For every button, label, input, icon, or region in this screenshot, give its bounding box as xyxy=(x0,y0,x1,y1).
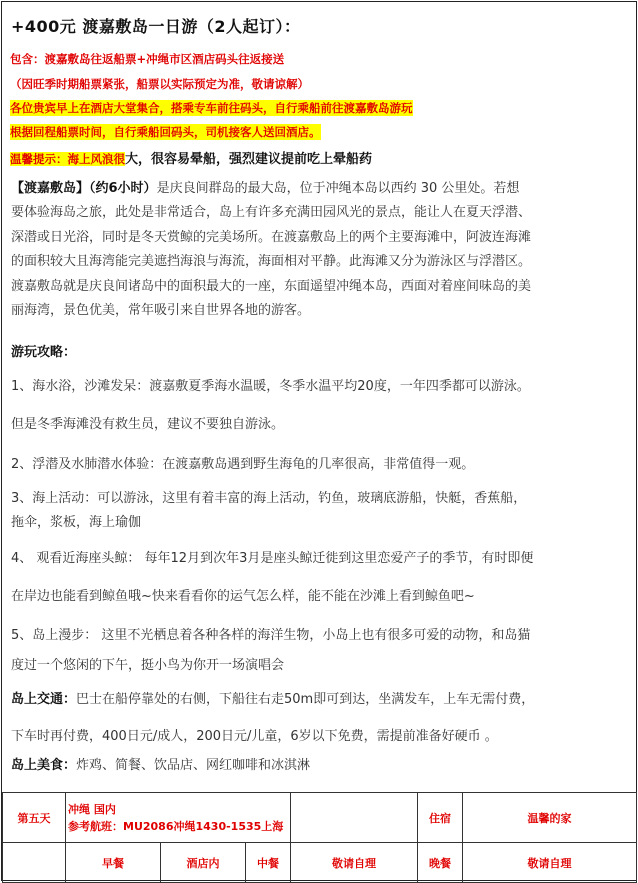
warm-tip-text: 大，很容易晕船，强烈建议提前吃上晕船药 xyxy=(125,152,373,167)
guide-item-5: 5、岛上漫步： 这里不光栖息着各种各样的海洋生物，小岛上也有很多可爱的动物，和岛猫 xyxy=(11,628,531,643)
guide-item-5-cont: 度过一个悠闲的下午，挺小鸟为你开一场演唱会 xyxy=(11,658,285,673)
transport-label: 岛上交通： xyxy=(11,692,77,707)
return-note: 根据回程船票时间，自行乘船回码头，司机接客人送回酒店。 xyxy=(10,125,321,139)
island-name: 【渡嘉敷岛】 xyxy=(11,181,90,196)
intro-line: 渡嘉敷岛就是庆良间诸岛中的面积最大的一座，东面遥望冲绳本岛，西面对着座间味岛的美 xyxy=(11,278,532,294)
food-label: 岛上美食： xyxy=(11,758,77,773)
guide-heading: 游玩攻略： xyxy=(11,345,77,360)
intro-paragraph xyxy=(11,177,628,323)
schedule-flight: 参考航班：MU2086冲绳1430-1535上海 xyxy=(68,819,284,833)
itinerary-page xyxy=(1,1,637,881)
transport-text: 巴士在船停靠处的右侧，下船往右走50m即可到达，坐满发车，上车无需付费， xyxy=(76,692,535,707)
intro-line: 要体验海岛之旅，此处是非常适合，岛上有许多充满田园风光的景点，能让人在夏天浮潜、 xyxy=(11,205,532,221)
intro-line: 是庆良间群岛的最大岛，位于冲绳本岛以西约 30 公里处。若想 xyxy=(156,181,520,196)
guide-item-4: 4、 观看近海座头鲸： 每年12月到次年3月是座头鲸迁徙到这里恋爱产子的季节，有时即便 xyxy=(11,551,534,566)
transport-line-2: 下车时再付费，400日元/成人，200日元/儿童，6岁以下免费，需提前准备好硬币 。 xyxy=(11,729,498,744)
dinner-label: 晚餐 xyxy=(418,843,463,883)
lunch-value: 敬请自理 xyxy=(291,843,418,883)
include-note: 包含：渡嘉敷岛往返船票+冲绳市区酒店码头往返接送 xyxy=(10,52,285,66)
dinner-value: 敬请自理 xyxy=(463,843,637,883)
schedule-table xyxy=(2,792,637,883)
schedule-route: 冲绳 国内 xyxy=(68,802,116,816)
guide-item-4-cont: 在岸边也能看到鲸鱼哦~快来看看你的运气怎么样，能不能在沙滩上看到鲸鱼吧~ xyxy=(11,589,475,604)
page-title: +400元 渡嘉敷岛一日游（2人起订）： xyxy=(11,17,301,36)
breakfast-label: 早餐 xyxy=(66,843,161,883)
transport-line-1 xyxy=(11,688,534,707)
lunch-label: 中餐 xyxy=(246,843,291,883)
stay-value: 温馨的家 xyxy=(463,793,637,843)
guide-item-2: 2、浮潜及水肺潜水体验：在渡嘉敷岛遇到野生海龟的几率很高，非常值得一观。 xyxy=(11,457,475,472)
peak-season-note: （因旺季时期船票紧张，船票以实际预定为准，敬请谅解） xyxy=(10,77,309,91)
warm-tip-label: 温馨提示：海上风浪很 xyxy=(10,152,125,166)
food-text: 炸鸡、简餐、饮品店、网红咖啡和冰淇淋 xyxy=(76,758,311,773)
meeting-note: 各位贵宾早上在酒店大堂集合，搭乘专车前往码头，自行乘船前往渡嘉敷岛游玩 xyxy=(10,101,413,115)
tour-duration: （约6小时） xyxy=(89,181,157,196)
warm-tip xyxy=(10,148,372,167)
breakfast-value: 酒店内 xyxy=(161,843,246,883)
intro-line: 深潜或日光浴，同时是冬天赏鲸的完美场所。在渡嘉敷岛上的两个主要海滩中，阿波连海滩 xyxy=(11,229,532,245)
guide-item-3-cont: 拖伞，浆板，海上瑜伽 xyxy=(11,515,142,530)
stay-label: 住宿 xyxy=(418,793,463,843)
schedule-empty xyxy=(3,843,66,883)
guide-item-3: 3、海上活动：可以游泳，这里有着丰富的海上活动，钓鱼，玻璃底游船，快艇，香蕉船， xyxy=(11,491,527,506)
intro-line: 丽海湾，景色优美，常年吸引来自世界各地的游客。 xyxy=(11,303,311,319)
guide-item-1-cont: 但是冬季海滩没有救生员，建议不要独自游泳。 xyxy=(11,417,285,432)
guide-item-1: 1、海水浴，沙滩发呆：渡嘉敷夏季海水温暖，冬季水温平均20度，一年四季都可以游泳。 xyxy=(11,379,530,394)
schedule-route-cell xyxy=(66,793,291,843)
schedule-day: 第五天 xyxy=(3,793,66,843)
food-line xyxy=(11,754,310,773)
intro-line: 的面积较大且海湾能完美遮挡海浪与海流，海面相对平静。此海滩又分为游泳区与浮潜区。 xyxy=(11,254,532,270)
schedule-spacer xyxy=(291,793,418,843)
